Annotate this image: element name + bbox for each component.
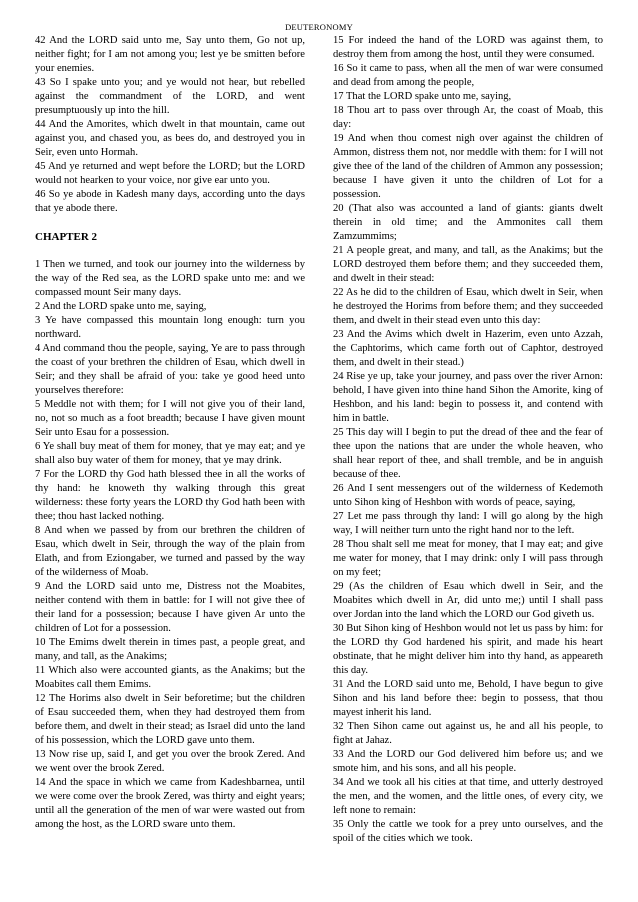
verse: 7 For the LORD thy God hath blessed thee in all the works of thy hand: he knoweth thy walking through this great wilderness: these forty years the LORD thy God hath been with thee; thou hast lacked nothing.	[35, 468, 305, 522]
verse: 12 The Horims also dwelt in Seir beforetime; but the children of Esau succeeded them, when they had destroyed them from before them, and dwelt in their stead; as Israel did unto the land of his possession, which the LORD gave unto them.	[35, 692, 305, 746]
verse: 30 But Sihon king of Heshbon would not let us pass by him: for the LORD thy God hardened his spirit, and made his heart obstinate, that he might deliver him into thy hand, as appeareth this day.	[333, 622, 603, 676]
verse: 25 This day will I begin to put the dread of thee and the fear of thee upon the nations that are under the whole heaven, who shall hear report of thee, and shall tremble, and be in anguish because of thee.	[333, 426, 603, 480]
verse: 1 Then we turned, and took our journey into the wilderness by the way of the Red sea, as the LORD spake unto me: and we compassed mount Seir many days.	[35, 258, 305, 298]
verse: 42 And the LORD said unto me, Say unto them, Go not up, neither fight; for I am not among you; lest ye be smitten before your enemies.	[35, 34, 305, 74]
verse: 2 And the LORD spake unto me, saying,	[35, 300, 207, 312]
verse: 28 Thou shalt sell me meat for money, that I may eat; and give me water for money, that I may drink: only I will pass through on my feet;	[333, 538, 603, 578]
running-header: DEUTERONOMY	[285, 22, 353, 32]
verse: 18 Thou art to pass over through Ar, the coast of Moab, this day:	[333, 104, 603, 130]
left-column	[35, 34, 305, 832]
verse: 34 And we took all his cities at that time, and utterly destroyed the men, and the women, and the little ones, of every city, we left none to remain:	[333, 776, 603, 816]
verse: 19 And when thou comest nigh over against the children of Ammon, distress them not, nor meddle with them: for I will not give thee of the land of the children of Ammon any possession; because I have given it unto the children of Lot for a possession.	[333, 132, 603, 200]
verse: 24 Rise ye up, take your journey, and pass over the river Arnon: behold, I have given into thine hand Sihon the Amorite, king of Heshbon, and his land: begin to possess it, and contend with him in battle.	[333, 370, 603, 424]
verse: 20 (That also was accounted a land of giants: giants dwelt therein in old time; and the Ammonites call them Zamzummims;	[333, 202, 603, 242]
right-column	[333, 34, 603, 846]
verse: 4 And command thou the people, saying, Ye are to pass through the coast of your brethren the children of Esau, which dwell in Seir; and they shall be afraid of you: take ye good heed unto yourselves therefore:	[35, 342, 305, 396]
verse: 22 As he did to the children of Esau, which dwelt in Seir, when he destroyed the Horims from before them; and they succeeded them, and dwelt in their stead even unto this day:	[333, 286, 603, 326]
verse: 11 Which also were accounted giants, as the Anakims; but the Moabites call them Emims.	[35, 664, 305, 690]
verse: 8 And when we passed by from our brethren the children of Esau, which dwelt in Seir, through the way of the plain from Elath, and from Eziongaber, we turned and passed by the way of the wilderness of Moab.	[35, 524, 305, 578]
verse: 21 A people great, and many, and tall, as the Anakims; but the LORD destroyed them before them; and they succeeded them, and dwelt in their stead:	[333, 244, 603, 284]
verse: 3 Ye have compassed this mountain long enough: turn you northward.	[35, 314, 305, 340]
chapter-heading: CHAPTER 2	[35, 230, 98, 243]
verse: 17 That the LORD spake unto me, saying,	[333, 90, 512, 102]
verse: 13 Now rise up, said I, and get you over the brook Zered. And we went over the brook Zered.	[35, 748, 305, 774]
verse: 43 So I spake unto you; and ye would not hear, but rebelled against the commandment of the LORD, and went presumptuously up into the hill.	[35, 76, 305, 116]
verse: 23 And the Avims which dwelt in Hazerim, even unto Azzah, the Caphtorims, which came forth out of Caphtor, destroyed them, and dwelt in their stead.)	[333, 328, 603, 368]
verse: 5 Meddle not with them; for I will not give you of their land, no, not so much as a foot breadth; because I have given mount Seir unto Esau for a possession.	[35, 398, 305, 438]
verse: 31 And the LORD said unto me, Behold, I have begun to give Sihon and his land before thee: begin to possess, that thou mayest inherit his land.	[333, 678, 603, 718]
verse: 16 So it came to pass, when all the men of war were consumed and dead from among the people,	[333, 62, 603, 88]
verse: 29 (As the children of Esau which dwell in Seir, and the Moabites which dwell in Ar, did unto me;) until I shall pass over Jordan into the land which the LORD our God giveth us.	[333, 580, 603, 620]
verse: 9 And the LORD said unto me, Distress not the Moabites, neither contend with them in battle: for I will not give thee of their land for a possession; because I have given Ar unto the children of Lot for a possession.	[35, 580, 305, 634]
verse: 46 So ye abode in Kadesh many days, according unto the days that ye abode there.	[35, 188, 305, 214]
verse: 26 And I sent messengers out of the wilderness of Kedemoth unto Sihon king of Heshbon with words of peace, saying,	[333, 482, 603, 508]
verse: 45 And ye returned and wept before the LORD; but the LORD would not hearken to your voice, nor give ear unto you.	[35, 160, 305, 186]
verse: 35 Only the cattle we took for a prey unto ourselves, and the spoil of the cities which we took.	[333, 818, 603, 844]
verse: 44 And the Amorites, which dwelt in that mountain, came out against you, and chased you, as bees do, and destroyed you in Seir, even unto Hormah.	[35, 118, 305, 158]
verse: 10 The Emims dwelt therein in times past, a people great, and many, and tall, as the Anakims;	[35, 636, 305, 662]
verse: 33 And the LORD our God delivered him before us; and we smote him, and his sons, and all his people.	[333, 748, 603, 774]
verse: 32 Then Sihon came out against us, he and all his people, to fight at Jahaz.	[333, 720, 603, 746]
verse: 14 And the space in which we came from Kadeshbarnea, until we were come over the brook Zered, was thirty and eight years; until all the generation of the men of war were wasted out from among the host, as the LORD sware unto them.	[35, 776, 305, 830]
verse: 6 Ye shall buy meat of them for money, that ye may eat; and ye shall also buy water of them for money, that ye may drink.	[35, 440, 305, 466]
verse: 15 For indeed the hand of the LORD was against them, to destroy them from among the host, until they were consumed.	[333, 34, 603, 60]
verse: 27 Let me pass through thy land: I will go along by the high way, I will neither turn unto the right hand nor to the left.	[333, 510, 603, 536]
